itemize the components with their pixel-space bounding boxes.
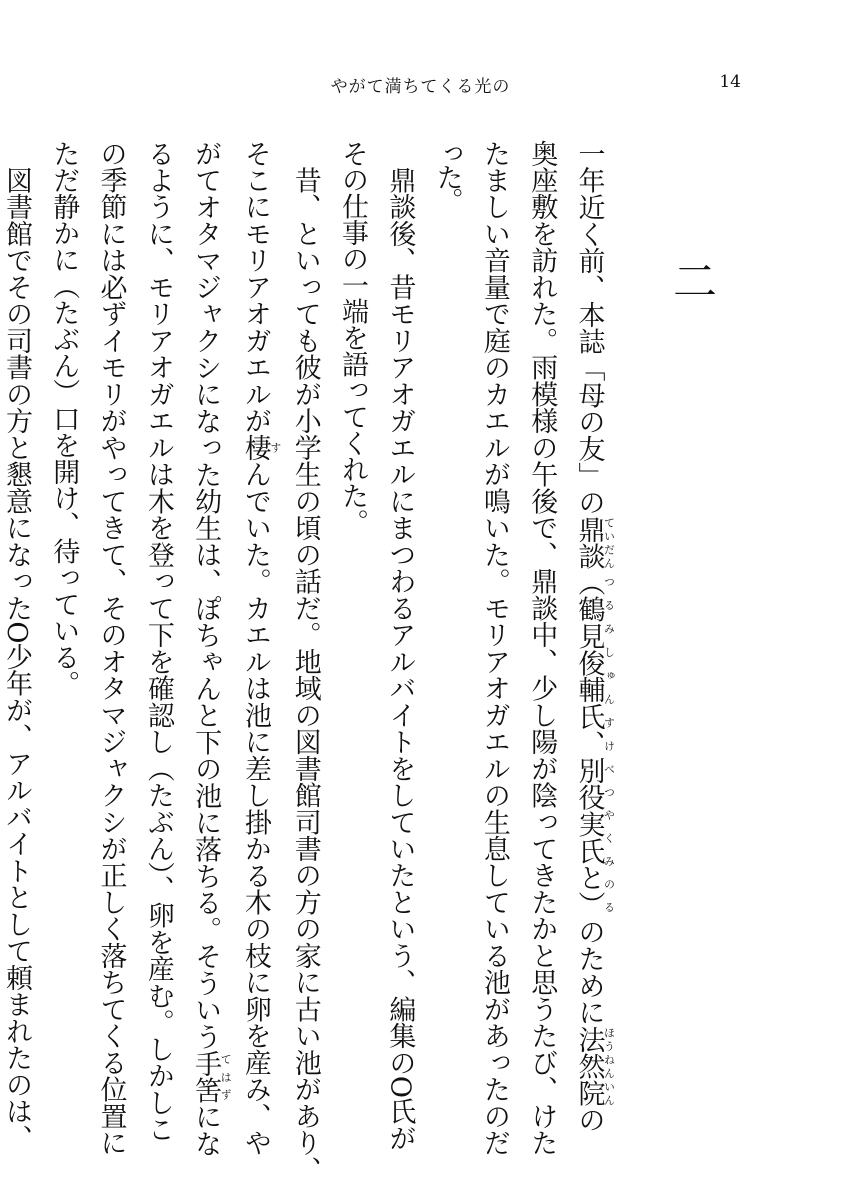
ruby-annotation (573, 569, 616, 758)
ruby-base: 別役実氏と） (573, 757, 605, 919)
text-segment: るように、モリアオガエルは木を登って下を確認し（たぶん）、卵を産む。しかしこ (142, 140, 174, 1143)
text-segment: 一年近く前、本誌「母の友」の (573, 140, 605, 516)
ruby-base: （鶴見俊輔氏、 (573, 569, 605, 758)
ruby-annotation (573, 757, 616, 919)
text-segment: がてオタマジャクシになった幼生は、ぽちゃんと下の池に落ちる。そういう (190, 140, 222, 1050)
ruby-base: 鼎談 (573, 515, 605, 570)
text-segment: 鼎談後、昔モリアオガエルにまつわるアルバイトをしていたという、編集のO氏が (384, 140, 416, 1152)
text-column (40, 140, 87, 1100)
chapter-heading: 二 (665, 258, 716, 302)
ruby-base: 棲 (239, 434, 271, 461)
text-segment: にな (190, 1103, 222, 1157)
text-column (87, 140, 134, 1157)
text-column (565, 140, 616, 1134)
text-segment: のために (573, 918, 605, 1026)
text-segment: そこにモリアオガエルが (239, 140, 271, 435)
page-number: 14 (719, 72, 741, 92)
ruby-reading: つるみしゅんすけ (602, 569, 616, 758)
text-segment: の (573, 1106, 605, 1134)
text-segment: の季節には必ずイモリがやってきて、そのオタマジャクシが正しく落ちてくる位置に (95, 140, 127, 1157)
text-segment: んでいた。カエルは池に差し掛かる木の枝に卵を産み、や (239, 460, 271, 1157)
text-segment: 昔、といっても彼が小学生の頃の話だ。地域の図書館司書の方の家に古い池があり、 (289, 140, 321, 1183)
ruby-reading: す (268, 434, 282, 461)
ruby-annotation (239, 434, 282, 461)
text-column (376, 140, 423, 1152)
text-column (135, 140, 182, 1143)
text-segment: 図書館でその司書の方と懇意になったO少年が、アルバイトとして頼まれたのは、 (0, 140, 32, 1152)
ruby-annotation (573, 1025, 616, 1107)
body-text (0, 140, 616, 1183)
text-column (471, 140, 518, 1157)
text-column (329, 140, 376, 1100)
ruby-base: 法然院 (573, 1025, 605, 1107)
running-head (0, 70, 841, 100)
ruby-base: 手筈 (190, 1049, 222, 1104)
text-column (182, 140, 233, 1157)
text-column (423, 140, 470, 1100)
ruby-annotation (190, 1049, 233, 1104)
text-segment: たましい音量で庭のカエルが鳴いた。モリアオガエルの生息している池があったのだ (478, 140, 510, 1157)
text-column (232, 140, 282, 1157)
ruby-reading: ていだん (602, 515, 616, 570)
text-column (518, 140, 565, 1157)
text-segment: ただ静かに（たぶん）口を開け、待っている。 (48, 140, 80, 697)
ruby-annotation (573, 515, 616, 570)
ruby-reading: てはず (219, 1049, 233, 1104)
text-column (0, 140, 40, 1152)
text-column (281, 140, 328, 1183)
text-segment: 奥座敷を訪れた。雨模様の午後で、鼎談中、少し陽が陰ってきたかと思うたび、けた (526, 140, 558, 1157)
running-title: やがて満ちてくる光の (330, 77, 511, 97)
ruby-reading: ほうねんいん (602, 1025, 616, 1107)
text-segment: その仕事の一端を語ってくれた。 (337, 140, 369, 535)
text-segment: った。 (431, 140, 463, 212)
ruby-reading: べつやくみのる (602, 757, 616, 919)
